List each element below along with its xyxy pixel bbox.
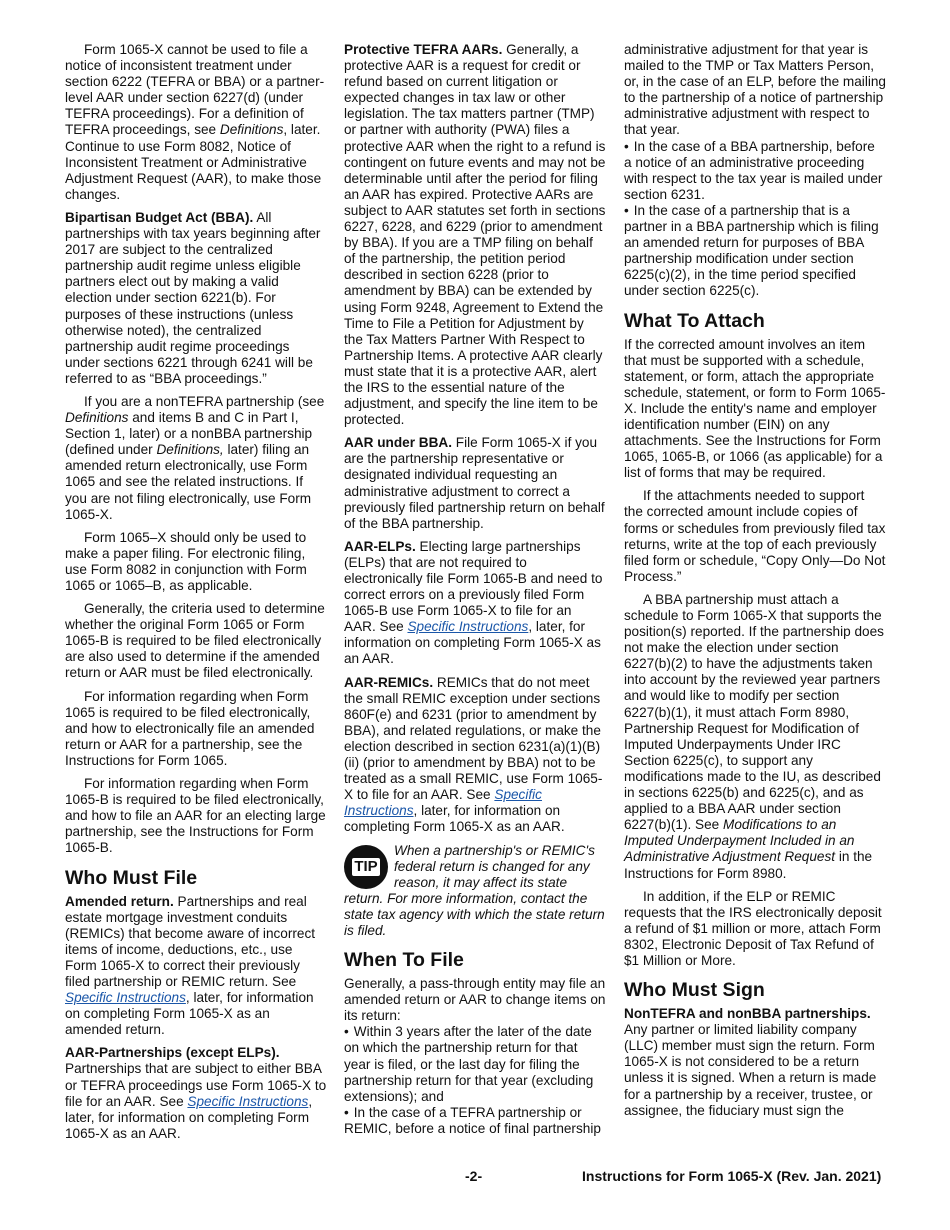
form-title: Instructions for Form 1065-X (Rev. Jan. 2021)	[582, 1168, 882, 1184]
paragraph: For information regarding when Form 1065-B is required to be filed electronically, and how to file an AAR for an electing large partnership, see the Instructions for Form 1065-B.	[65, 776, 326, 856]
paragraph: Form 1065-X cannot be used to file a notice of inconsistent treatment under section 6222 (TEFRA or BBA) or a partner-level AAR under section 6227(d) (under TEFRA proceedings). For a definition of TEFRA proceedings, see Definitions, later. Continue to use Form 8082, Notice of Inconsistent Treatment or Administrative Adjustment Request (AAR), to make those changes.	[65, 42, 325, 202]
tip-box	[344, 843, 606, 940]
bullet-item: • In the case of a TEFRA partnership or REMIC, before a notice of final partnership	[344, 1105, 606, 1137]
paragraph: If the corrected amount involves an item that must be supported with a schedule, statement, or form, attach the appropriate schedule, statement, or form to Form 1065-X. Include the entity's name and employer identification number (EIN) on any attachments. See the Instructions for Form 1065, 1065-B, or 1066 (as applicable) for a list of forms that may be required.	[624, 336, 886, 481]
specific-instructions-link[interactable]: Specific Instructions	[407, 619, 529, 635]
column-3	[624, 42, 886, 1126]
specific-instructions-link[interactable]: Specific Instructions	[65, 990, 186, 1006]
paragraph: AAR-Partnerships (except ELPs). Partnerships that are subject to either BBA or TEFRA proceedings use Form 1065-X to file for an AAR. See Specific Instructions, later, for information on completing Form 1065-X as an AAR.	[65, 1045, 327, 1141]
tip-text: When a partnership's or REMIC's federal return is changed for any reason, it may affect its state return. For more information, contact the state tax agency with which the state return is filed.	[344, 842, 605, 938]
specific-instructions-link[interactable]: Specific Instructions	[344, 787, 542, 819]
page-number: -2-	[465, 1168, 483, 1184]
paragraph: In addition, if the ELP or REMIC requests that the IRS electronically deposit a refund of $1 million or more, attach Form 8302, Electronic Deposit of Tax Refund of $1 Million or More.	[624, 888, 882, 968]
section-heading-what-to-attach: What To Attach	[624, 309, 765, 332]
section-heading-when-to-file: When To File	[344, 949, 464, 972]
paragraph: If the attachments needed to support the corrected amount include copies of forms or schedules from previously filed tax returns, write at the top of each previously filed form or schedule, “Copy Only—Do Not Process.”	[624, 488, 886, 584]
paragraph: If you are a nonTEFRA partnership (see Definitions and items B and C in Part I, Section 1, later) or a nonBBA partnership (defined under Definitions, later) filing an amended return electronically, use Form 1065 and see the related instructions. If you are not filing electronically, use Form 1065-X.	[65, 393, 325, 522]
specific-instructions-link[interactable]: Specific Instructions	[187, 1093, 309, 1109]
paragraph: Protective TEFRA AARs. Generally, a protective AAR is a request for credit or refund based on current litigation or expected changes in tax law or other legislation. The tax matters partner (TMP) or partner with authority (PWA) files a protective AAR when the right to a refund is contingent on future events and may not be determinable until after the period for filing an AAR has expired. Protective AARs are subject to AAR statutes set forth in sections 6227, 6228, and 6229 (prior to amendment by BBA). If you are a TMP filing on behalf of the partnership, the petition period described in section 6228 (prior to amendment by BBA) can be extended by using Form 9248, Agreement to Extend the Time to File a Petition for Adjustment by the Tax Matters Partner With Respect to Partnership Items. A protective AAR clearly must state that it is a protective AAR, alert the IRS to the essential nature of the adjustment, and specify the line item to be protected.	[344, 42, 606, 428]
paragraph: Generally, the criteria used to determine whether the original Form 1065 or Form 1065-B is required to be filed electronically are also used to determine if the amended return or AAR must be filed electronically.	[65, 601, 325, 681]
paragraph: administrative adjustment for that year is mailed to the TMP or Tax Matters Person, or, in the case of an ELP, before the mailing to the partnership of a notice of partnership administrative adjustment with respect to that year.	[624, 42, 886, 138]
bullet-item: • In the case of a BBA partnership, before a notice of an administrative proceeding with respect to the tax year is mailed under section 6231.	[624, 139, 886, 203]
column-1	[65, 42, 327, 1149]
tip-icon: TIP	[344, 845, 388, 889]
section-heading-who-must-sign: Who Must Sign	[624, 979, 765, 1002]
column-2	[344, 42, 606, 1137]
paragraph: AAR under BBA. File Form 1065-X if you are the partnership representative or designated individual requesting an administrative adjustment to correct a previously filed partnership return on behalf of the BBA partnership.	[344, 435, 605, 531]
bullet-item: • Within 3 years after the later of the date on which the partnership return for that year is filed, or the last day for filing the partnership return for that year (excluding extensions); and	[344, 1024, 606, 1104]
paragraph: AAR-REMICs. REMICs that do not meet the small REMIC exception under sections 860F(e) and 6231 (prior to amendment by BBA), and related regulations, or make the election described in section 6231(a)(1)(B)(ii) (prior to amendment by BBA) not to be treated as a small REMIC, use Form 1065-X to file for an AAR. See Specific Instructions, later, for information on completing Form 1065-X as an AAR.	[344, 674, 603, 835]
paragraph: Amended return. Partnerships and real estate mortgage investment conduits (REMICs) that become aware of incorrect items of income, deductions, etc., use Form 1065-X to correct their previously filed partnership or REMIC return. See Specific Instructions, later, for information on completing Form 1065-X as an amended return.	[65, 893, 316, 1038]
paragraph: AAR-ELPs. Electing large partnerships (ELPs) that are not required to electronically file Form 1065-B and need to correct errors on a previously filed Form 1065-B use Form 1065-X to file for an AAR. See Specific Instructions, later, for information on completing Form 1065-X as an AAR.	[344, 538, 603, 667]
paragraph: For information regarding when Form 1065 is required to be filed electronically, and how to electronically file an amended return or AAR for a partnership, see the Instructions for Form 1065.	[65, 688, 315, 768]
paragraph: A BBA partnership must attach a schedule to Form 1065-X that supports the position(s) reported. If the partnership does not make the election under section 6227(b)(2) to have the adjustments taken into account by the reviewed year partners and would like to modify per section 6227(b)(1), it must attach Form 8980, Partnership Request for Modification of Imputed Underpayments Under IRC Section 6225(c), to support any modifications made to the IU, as described in sections 6225(b) and 6225(c), and as applied to a BBA AAR under section 6227(b)(1). See Modifications to an Imputed Underpayment Included in an Administrative Adjustment Request in the Instructions for Form 8980.	[624, 591, 884, 881]
bullet-item: • In the case of a partnership that is a partner in a BBA partnership which is filing an amended return for purposes of BBA partnership modification under section 6225(c)(2), in the time period specified under section 6225(c).	[624, 203, 886, 300]
paragraph: NonTEFRA and nonBBA partnerships. Any partner or limited liability company (LLC) member must sign the return. Form 1065-X is not considered to be a return unless it is signed. When a return is made for a partnership by a receiver, trustee, or assignee, the fiduciary must sign the	[624, 1006, 877, 1118]
paragraph: Form 1065–X should only be used to make a paper filing. For electronic filing, use Form 8082 in conjunction with Form 1065 or 1065–B, as applicable.	[65, 529, 307, 593]
paragraph: Generally, a pass-through entity may file an amended return or AAR to change items on its return:	[344, 976, 606, 1024]
bba-heading: Bipartisan Budget Act (BBA).	[65, 209, 254, 225]
section-heading-who-must-file: Who Must File	[65, 866, 198, 889]
paragraph: Bipartisan Budget Act (BBA). All partnerships with tax years beginning after 2017 are subject to the centralized partnership audit regime unless eligible partners elect out by making a valid election under section 6221(b). For purposes of these instructions (unless otherwise noted), the centralized partnership audit regime proceedings under sections 6221 through 6241 will be referred to as “BBA proceedings.”	[65, 209, 321, 386]
